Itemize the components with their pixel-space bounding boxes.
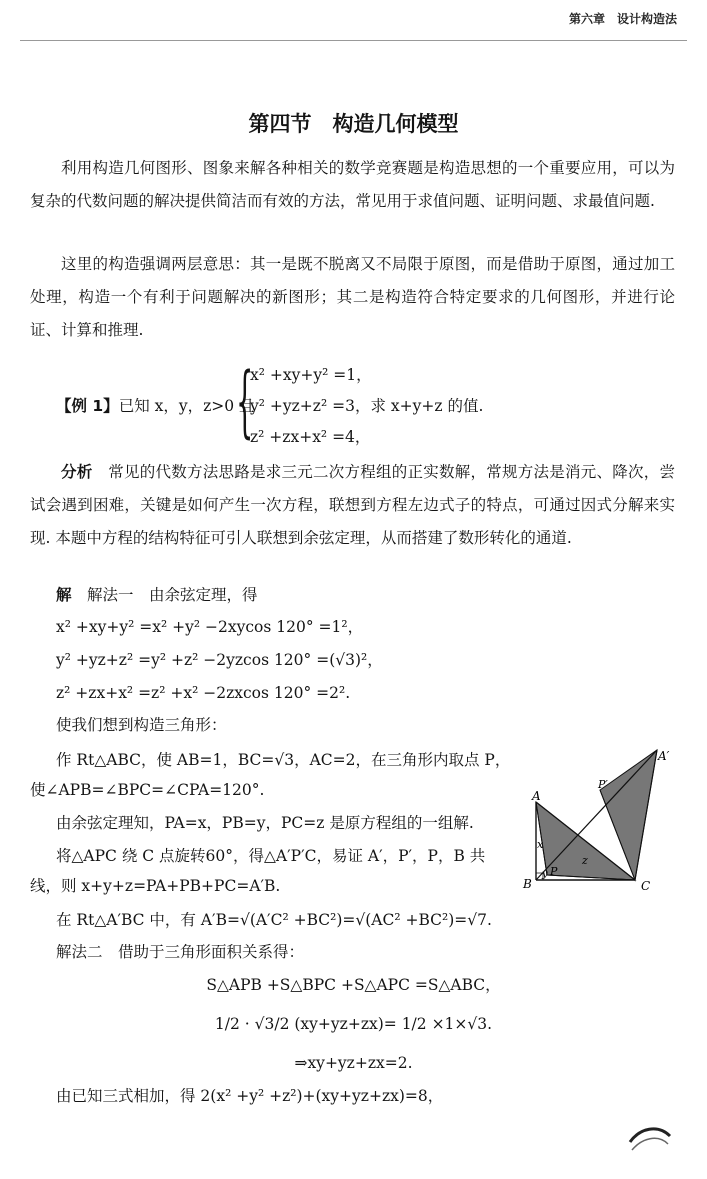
construction-line-1: 作 Rt△ABC，使 AB=1，BC=√3，AC=2，在三角形内取点 P，	[56, 751, 511, 769]
equation-1: x² +xy+y² =1，	[250, 366, 372, 384]
label-z: z	[582, 854, 588, 867]
solution-heading	[56, 585, 258, 605]
triangle-figure	[520, 742, 690, 892]
label-a-prime: A′	[658, 749, 670, 763]
header-divider	[20, 40, 687, 41]
analysis-text: 常见的代数方法思路是求三元二次方程组的正实数解，常规方法是消元、降次，尝试会遇到困难，关键是如何产生一次方程，联想到方程左边式子的特点，可通过因式分解来实现. 本题中方程的结构特征可引人联想到余弦定理，从而搭建了数形转化的通道.	[30, 463, 675, 547]
area-equation-2: 1/2 · √3/2 (xy+yz+zx)= 1/2 ×1×√3.	[214, 1015, 493, 1033]
label-a: A	[532, 789, 541, 803]
area-equation-1: S△APB +S△BPC +S△APC =S△ABC，	[206, 976, 501, 994]
example-label: 【例 1】	[56, 397, 119, 415]
hypotenuse-line: 在 Rt△A′BC 中，有 A′B=√(A′C² +BC²)=√(AC² +BC²)=√7.	[56, 911, 492, 929]
solution-label: 解	[56, 586, 72, 604]
running-header: 第六章 设计构造法	[568, 12, 677, 26]
section-title: 第四节 构造几何模型	[248, 112, 459, 136]
label-p-prime: P′	[598, 778, 608, 791]
area-equation-3: ⇒xy+yz+zx=2.	[294, 1054, 413, 1072]
label-x: x	[537, 838, 544, 851]
construct-sentence: 使我们想到构造三角形：	[56, 716, 227, 734]
example-block	[56, 396, 255, 416]
corner-page-curl	[622, 1120, 682, 1170]
solution-set-line: 由余弦定理知，PA=x，PB=y，PC=z 是原方程组的一组解.	[56, 814, 474, 832]
method2-heading: 解法二 借助于三角形面积关系得：	[56, 943, 305, 961]
cosine-eq-2: y² +yz+z² =y² +z² −2yzcos 120° =(√3)²，	[56, 651, 383, 669]
method1-heading: 解法一 由余弦定理，得	[87, 586, 258, 604]
rotation-line-2: 线，则 x+y+z=PA+PB+PC=A′B.	[30, 877, 281, 895]
label-b: B	[523, 877, 532, 891]
rotation-line-1: 将△APC 绕 C 点旋转60°，得△A′P′C，易证 A′，P′，P，B 共	[56, 847, 486, 865]
analysis-label: 分析	[61, 463, 93, 481]
equation-3: z² +zx+x² =4，	[250, 428, 371, 446]
example-given: 已知 x，y，z>0 且	[118, 397, 255, 415]
construction-line-2: 使∠APB=∠BPC=∠CPA=120°.	[30, 781, 265, 799]
sum-equation: 由已知三式相加，得 2(x² +y² +z²)+(xy+yz+zx)=8，	[56, 1087, 444, 1105]
analysis-paragraph	[30, 456, 675, 555]
cosine-eq-1: x² +xy+y² =x² +y² −2xycos 120° =1²，	[56, 618, 364, 636]
cosine-eq-3: z² +zx+x² =z² +x² −2zxcos 120° =2².	[56, 684, 351, 702]
label-c: C	[641, 879, 651, 892]
equation-2: y² +yz+z² =3，求 x+y+z 的值.	[250, 397, 484, 415]
label-p: P	[550, 865, 558, 878]
system-brace: {	[236, 357, 254, 447]
intro-paragraph-2: 这里的构造强调两层意思：其一是既不脱离又不局限于原图，而是借助于原图，通过加工处理，构造一个有利于问题解决的新图形；其二是构造符合特定要求的几何图形，并进行论证、计算和推理.	[30, 255, 675, 339]
intro-paragraph-1: 利用构造几何图形、图象来解各种相关的数学竞赛题是构造思想的一个重要应用，可以为复杂的代数问题的解决提供简洁而有效的方法，常见用于求值问题、证明问题、求最值问题.	[30, 159, 675, 210]
label-y: y	[542, 869, 548, 880]
